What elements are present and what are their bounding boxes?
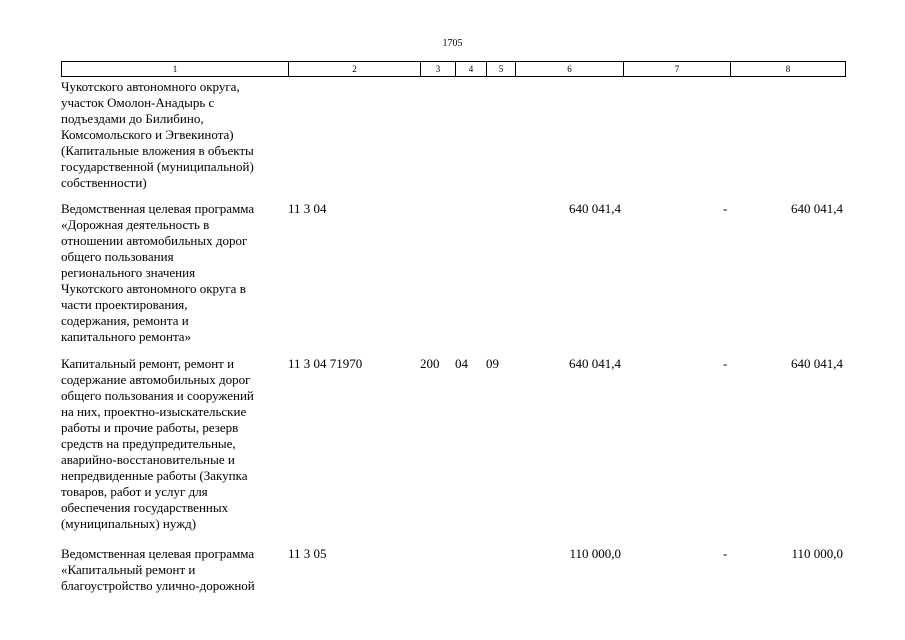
row-amount-col8: 640 041,4 bbox=[791, 201, 843, 216]
row-target-code: 11 3 04 bbox=[288, 201, 327, 216]
row-amount-col6: 640 041,4 bbox=[569, 356, 621, 371]
row-description: Чукотского автономного округа, участок Омолон-Анадырь с подъездами до Билибино, Комсомольского и Эгвекинота) (Капитальные вложения в объекты государственной (муниципальной) собственности) bbox=[61, 79, 254, 190]
page-number: 1705 bbox=[442, 38, 463, 49]
column-header-row bbox=[61, 61, 846, 77]
column-header-8: 8 bbox=[731, 62, 846, 77]
row-subsection: 09 bbox=[486, 356, 499, 371]
row-amount-col6: 640 041,4 bbox=[569, 201, 621, 216]
column-header-6: 6 bbox=[516, 62, 624, 77]
column-header-3: 3 bbox=[421, 62, 456, 77]
row-description: Ведомственная целевая программа «Капитальный ремонт и благоустройство улично-дорожной bbox=[61, 546, 255, 593]
row-amount-col7: - bbox=[723, 201, 728, 216]
column-header-1: 1 bbox=[62, 62, 289, 77]
row-description: Капитальный ремонт, ремонт и содержание автомобильных дорог общего пользования и сооружений на них, проектно-изыскательские работы и прочие работы, резерв средств на предупредительные, аварийно-восстановительные и непредвиденные работы (Закупка товаров, работ и услуг для обеспечения государственных (муниципальных) нужд) bbox=[61, 356, 254, 531]
row-amount-col8: 640 041,4 bbox=[791, 356, 843, 371]
row-amount-col6: 110 000,0 bbox=[569, 546, 621, 561]
column-header-5: 5 bbox=[487, 62, 516, 77]
column-header-2: 2 bbox=[289, 62, 421, 77]
row-amount-col7: - bbox=[723, 546, 728, 561]
row-amount-col7: - bbox=[723, 356, 728, 371]
row-description: Ведомственная целевая программа «Дорожная деятельность в отношении автомобильных дорог общего пользования регионального значения Чукотского автономного округа в части проектирования, содержания, ремонта и капитального ремонта» bbox=[61, 201, 255, 344]
column-header-7: 7 bbox=[624, 62, 731, 77]
row-expense-type: 200 bbox=[420, 356, 440, 371]
column-header-4: 4 bbox=[456, 62, 487, 77]
row-target-code: 11 3 05 bbox=[288, 546, 327, 561]
row-target-code: 11 3 04 71970 bbox=[288, 356, 363, 371]
row-section: 04 bbox=[455, 356, 468, 371]
row-amount-col8: 110 000,0 bbox=[791, 546, 843, 561]
